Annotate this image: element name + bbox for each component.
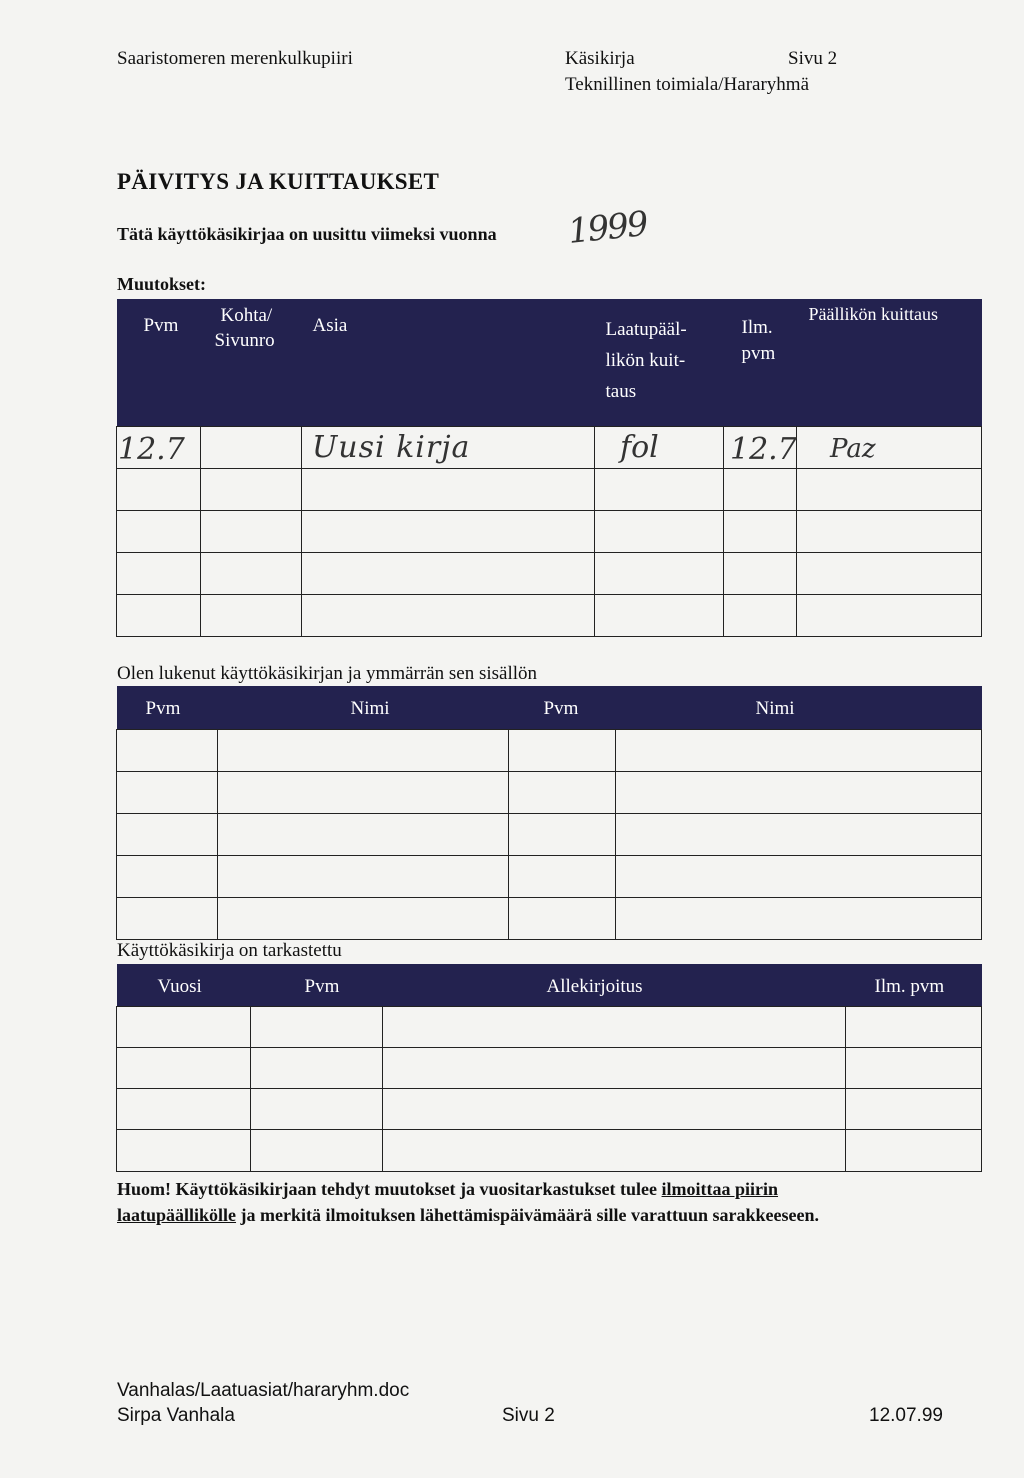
note-rest: ja merkitä ilmoituksen lähettämispäivämäärä sille varattuun sarakkeeseen.	[240, 1205, 820, 1225]
cell	[383, 1047, 846, 1088]
footer-path: Vanhalas/Laatuasiat/hararyhm.doc	[117, 1380, 410, 1401]
cell	[846, 1129, 982, 1171]
cell	[846, 1006, 982, 1047]
cell-kohta	[201, 552, 302, 594]
header-page: Sivu 2	[788, 48, 838, 69]
cell	[509, 813, 616, 855]
col-read-nimi2	[616, 686, 982, 729]
note-underlined-1: ilmoittaa piirin	[661, 1179, 779, 1199]
cell-pvm	[117, 468, 201, 510]
col-allekirjoitus-label: Allekirjoitus	[546, 976, 643, 997]
footer-page: Sivu 2	[502, 1405, 555, 1426]
cell-paallikko	[797, 510, 982, 552]
table-row	[117, 1088, 982, 1129]
inspected-table	[116, 964, 982, 1172]
col-insp-pvm	[251, 964, 383, 1006]
note-lead: Huom! Käyttökäsikirjaan tehdyt muutokset ja vuositarkastukset tulee	[117, 1179, 658, 1199]
col-read-pvm2-label: Pvm	[543, 698, 579, 719]
col-insp-ilm-label: Ilm. pvm	[874, 976, 945, 997]
table-row	[117, 1129, 982, 1171]
table-row	[117, 771, 982, 813]
cell	[846, 1088, 982, 1129]
col-insp-ilm	[846, 964, 982, 1006]
col-asia	[302, 299, 595, 426]
read-header-row	[117, 686, 982, 729]
table-row	[117, 813, 982, 855]
col-insp-pvm-label: Pvm	[304, 976, 340, 997]
cell-ilm	[724, 552, 797, 594]
cell	[117, 813, 218, 855]
col-ilm-line1: Ilm.	[741, 317, 773, 338]
col-ilm	[724, 299, 797, 426]
handwritten-pvm: 12.7	[118, 432, 185, 467]
cell-ilm	[724, 594, 797, 636]
cell-asia	[302, 552, 595, 594]
cell	[616, 771, 982, 813]
cell	[383, 1006, 846, 1047]
changes-label: Muutokset:	[117, 274, 206, 294]
cell-kohta	[201, 594, 302, 636]
table-row	[117, 1006, 982, 1047]
footer-author: Sirpa Vanhala	[117, 1405, 235, 1426]
cell	[383, 1129, 846, 1171]
cell-laatu	[595, 594, 724, 636]
cell-laatu	[595, 426, 724, 468]
col-vuosi-label: Vuosi	[157, 976, 202, 997]
handwritten-asia: Uusi kirja	[312, 430, 471, 465]
col-read-pvm1-label: Pvm	[145, 698, 181, 719]
note	[117, 1176, 987, 1228]
handwritten-year: 1999	[566, 204, 649, 252]
cell	[117, 855, 218, 897]
cell-kohta	[201, 510, 302, 552]
table-row	[117, 1047, 982, 1088]
cell	[218, 729, 509, 771]
col-read-nimi1-label: Nimi	[350, 698, 390, 719]
col-asia-label: Asia	[312, 315, 348, 336]
cell	[218, 855, 509, 897]
col-allekirjoitus	[383, 964, 846, 1006]
page-title: PÄIVITYS JA KUITTAUKSET	[117, 169, 440, 194]
header-unit: Teknillinen toimiala/Hararyhmä	[565, 74, 810, 95]
cell	[616, 855, 982, 897]
cell	[251, 1088, 383, 1129]
cell	[251, 1129, 383, 1171]
cell-paallikko	[797, 552, 982, 594]
col-paallikko	[797, 299, 982, 426]
cell-kohta	[201, 468, 302, 510]
col-read-pvm1	[117, 686, 218, 729]
header-org: Saaristomeren merenkulkupiiri	[117, 48, 353, 69]
col-kohta-line1: Kohta/	[220, 305, 273, 326]
changes-header-row	[117, 299, 982, 426]
read-label: Olen lukenut käyttökäsikirjan ja ymmärrän sen sisällön	[117, 663, 538, 684]
col-kohta-line2: Sivunro	[214, 330, 275, 351]
table-row	[117, 510, 982, 552]
cell-paallikko	[797, 426, 982, 468]
col-vuosi	[117, 964, 251, 1006]
cell-laatu	[595, 510, 724, 552]
col-pvm	[117, 299, 201, 426]
cell-kohta	[201, 426, 302, 468]
cell-pvm	[117, 510, 201, 552]
col-pvm-label: Pvm	[143, 315, 179, 336]
cell	[383, 1088, 846, 1129]
cell-laatu	[595, 468, 724, 510]
changes-table	[116, 299, 982, 637]
cell	[846, 1047, 982, 1088]
cell-laatu	[595, 552, 724, 594]
cell	[117, 897, 218, 939]
col-laatu	[595, 299, 724, 426]
cell	[218, 813, 509, 855]
read-table	[116, 686, 982, 940]
cell	[117, 1006, 251, 1047]
col-read-pvm2	[509, 686, 616, 729]
col-ilm-line2: pvm	[741, 343, 776, 364]
cell	[218, 771, 509, 813]
cell-pvm	[117, 552, 201, 594]
footer-date: 12.07.99	[869, 1405, 943, 1426]
inspected-header-row	[117, 964, 982, 1006]
cell-paallikko	[797, 594, 982, 636]
cell	[251, 1006, 383, 1047]
cell	[616, 729, 982, 771]
col-kohta	[201, 299, 302, 426]
col-read-nimi2-label: Nimi	[755, 698, 795, 719]
handwritten-ilm: 12.7	[730, 432, 797, 467]
table-row	[117, 897, 982, 939]
cell-asia	[302, 510, 595, 552]
col-laatu-line3: taus	[605, 381, 637, 402]
cell	[251, 1047, 383, 1088]
cell-paallikko	[797, 468, 982, 510]
cell-asia	[302, 594, 595, 636]
cell	[509, 897, 616, 939]
inspected-label: Käyttökäsikirja on tarkastettu	[117, 940, 342, 961]
cell	[218, 897, 509, 939]
table-row	[117, 594, 982, 636]
cell	[509, 855, 616, 897]
cell	[117, 1129, 251, 1171]
cell	[117, 1047, 251, 1088]
renewal-label: Tätä käyttökäsikirjaa on uusittu viimeksi vuonna	[117, 224, 497, 244]
cell-ilm	[724, 510, 797, 552]
cell-ilm	[724, 468, 797, 510]
col-laatu-line2: likön kuit-	[605, 350, 686, 371]
table-row	[117, 552, 982, 594]
header-doc-type: Käsikirja	[565, 48, 635, 69]
col-read-nimi1	[218, 686, 509, 729]
cell	[509, 729, 616, 771]
cell	[616, 897, 982, 939]
handwritten-laatu-signature: fol	[620, 430, 659, 465]
col-paallikko-label: Päällikön kuittaus	[808, 304, 938, 324]
cell	[117, 771, 218, 813]
cell	[616, 813, 982, 855]
col-laatu-line1: Laatupääl-	[605, 319, 687, 340]
table-row	[117, 729, 982, 771]
table-row	[117, 468, 982, 510]
handwritten-paallikko-signature: Paz	[830, 434, 876, 464]
cell	[117, 729, 218, 771]
cell-asia	[302, 468, 595, 510]
cell	[117, 1088, 251, 1129]
table-row	[117, 855, 982, 897]
cell	[509, 771, 616, 813]
cell-pvm	[117, 594, 201, 636]
note-underlined-2: laatupäällikölle	[117, 1205, 237, 1225]
